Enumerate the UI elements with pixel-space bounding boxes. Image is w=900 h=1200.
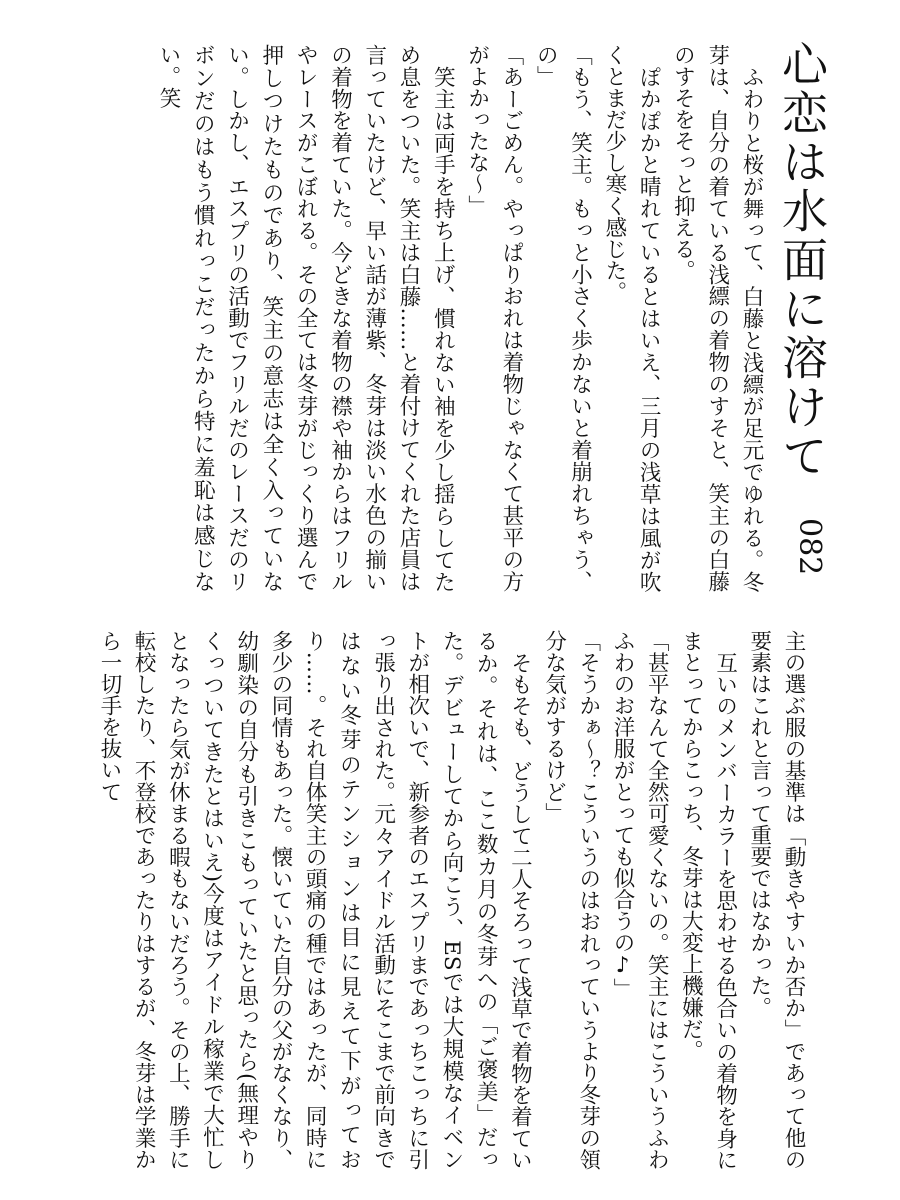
page-number: 082: [792, 518, 827, 576]
dialogue-line: 「甚平なんて全然可愛くないの。笑主にはこういうふわふわのお洋服がとっても似合うの♪」: [609, 630, 670, 1170]
paragraph: ぽかぽかと晴れているとはいえ、三月の浅草は風が吹くとまだ少し寒く感じた。: [601, 44, 662, 592]
upper-text-block: [108, 44, 768, 592]
paragraph-continuation: 主の選ぶ服の基準は「動きやすいか否か」であって他の要素はこれと言って重要ではなかった。: [746, 630, 806, 1170]
paragraph: 互いのメンバーカラーを思わせる色合いの着物を身にまとってからこっち、冬芽は大変上機嫌だ。: [678, 630, 738, 1170]
paragraph: 笑主は両手を持ち上げ、慣れない袖を少し揺らしてため息をついた。笑主は白藤……と着付けてくれた店員は言っていたけど、早い話が薄紫、冬芽は淡い水色の揃いの着物を着ていた。今どきな着物の襟や袖からはフリルやレースがこぼれる。その全ては冬芽がじっくり選んで押しつけたものであり、笑主の意志は全く入っていない。しかし、エスプリの活動でフリルだのレースだのリボンだのはもう慣れっこだったから特に羞恥は感じない。笑: [155, 44, 456, 592]
dialogue-line: 「そうかぁ～？こういうのはおれっていうより冬芽の領分な気がするけど」: [541, 630, 601, 1170]
paragraph: ふわりと桜が舞って、白藤と浅縹が足元でゆれる。冬芽は、自分の着ている浅縹の着物のすそと、笑主の白藤のすそをそっと抑える。: [670, 44, 764, 592]
paragraph: そもそも、どうして二人そろって浅草で着物を着ているか。それは、ここ数カ月の冬芽への「ご褒美」だった。デビューしてから向こう、ESでは大規模なイベントが相次いで、新参者のエスプリまであっちこっちに引っ張り出された。元々アイドル活動にそこまで前向きではない冬芽のテンションは目に見えて下がっており……。それ自体笑主の頭痛の種ではあったが、同時に多少の同情もあった。懐いていた自分の父がなくなり、幼馴染の自分も引きこもっていたと思ったら(無理やりくっついてきたとはいえ)今度はアイドル稼業で大忙しとなったら気が休まる暇もないだろう。その上、勝手に転校したり、不登校であったりはするが、冬芽は学業から一切手を抜いて: [96, 630, 533, 1170]
lower-text-block: [90, 630, 810, 1170]
page-title: 心恋は水面に溶けて: [775, 40, 829, 481]
dialogue-line: 「もう、笑主。もっと小さく歩かないと着崩れちゃう、の」: [533, 44, 593, 592]
dialogue-line: 「あーごめん。やっぱりおれは着物じゃなくて甚平の方がよかったな～」: [464, 44, 524, 592]
